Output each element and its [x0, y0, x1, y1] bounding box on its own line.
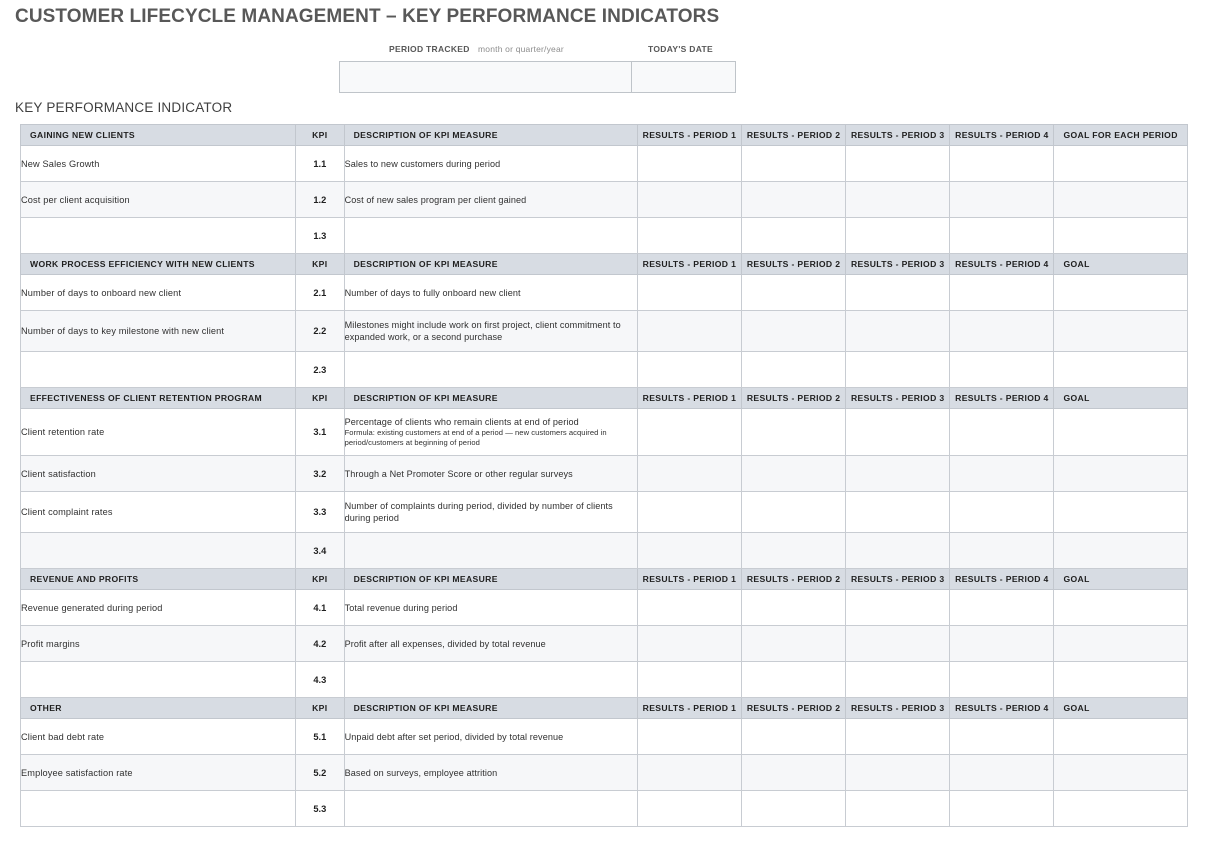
section-heading-kpi: KEY PERFORMANCE INDICATOR	[15, 100, 233, 115]
period-tracked-input[interactable]	[340, 62, 632, 92]
kpi-number-cell: 1.1	[296, 146, 345, 182]
kpi-description-cell[interactable]	[344, 182, 637, 218]
kpi-table-row	[21, 146, 1188, 182]
period-tracked-label: PERIOD TRACKED	[389, 44, 470, 54]
group-result-header-cell-3-label: RESULTS - PERIOD 3	[850, 574, 945, 584]
group-title-cell	[21, 125, 296, 146]
kpi-result-cell-period-2[interactable]	[742, 146, 846, 182]
group-title-cell-label: GAINING NEW CLIENTS	[30, 130, 135, 140]
group-kpi-header-cell-label: KPI	[312, 259, 328, 269]
group-desc-header-cell	[344, 388, 637, 409]
group-result-header-cell-3	[846, 698, 950, 719]
group-result-header-cell-1	[637, 254, 741, 275]
group-kpi-header-cell	[296, 698, 345, 719]
group-kpi-header-cell	[296, 254, 345, 275]
kpi-result-cell-period-2[interactable]	[742, 791, 846, 827]
group-kpi-header-cell-label: KPI	[312, 393, 328, 403]
group-result-header-cell-1-label: RESULTS - PERIOD 1	[642, 574, 737, 584]
group-result-header-cell-4	[950, 698, 1054, 719]
kpi-goal-cell[interactable]	[1054, 533, 1188, 569]
group-result-header-cell-4-label: RESULTS - PERIOD 4	[955, 574, 1049, 584]
kpi-result-cell-period-3[interactable]	[846, 590, 950, 626]
group-result-header-cell-4-label: RESULTS - PERIOD 4	[955, 130, 1049, 140]
kpi-result-cell-period-2[interactable]	[742, 662, 846, 698]
group-result-header-cell-2-label: RESULTS - PERIOD 2	[746, 393, 841, 403]
group-desc-header-cell	[344, 125, 637, 146]
kpi-number-cell: 1.3	[296, 218, 345, 254]
group-result-header-cell-2	[742, 254, 846, 275]
kpi-table	[20, 124, 1188, 827]
kpi-number-cell: 5.2	[296, 755, 345, 791]
group-result-header-cell-1-label: RESULTS - PERIOD 1	[642, 703, 737, 713]
kpi-table-row	[21, 590, 1188, 626]
kpi-description-main: Percentage of clients who remain clients at end of period	[344, 416, 579, 427]
kpi-name-cell[interactable]	[21, 662, 296, 698]
kpi-result-cell-period-3[interactable]	[846, 456, 950, 492]
kpi-result-cell-period-3[interactable]	[846, 218, 950, 254]
kpi-table-row	[21, 755, 1188, 791]
kpi-result-cell-period-1[interactable]	[637, 492, 741, 533]
group-title-cell-label: EFFECTIVENESS OF CLIENT RETENTION PROGRAM	[30, 393, 263, 403]
kpi-description-cell[interactable]	[344, 626, 637, 662]
kpi-table-row	[21, 791, 1188, 827]
kpi-group-header-row	[21, 125, 1188, 146]
kpi-description-main: Sales to new customers during period	[344, 158, 501, 169]
kpi-number-cell: 2.1	[296, 275, 345, 311]
kpi-goal-cell[interactable]	[1054, 755, 1188, 791]
kpi-description-cell[interactable]	[344, 218, 637, 254]
kpi-result-cell-period-4[interactable]	[950, 218, 1054, 254]
kpi-table-row	[21, 492, 1188, 533]
kpi-number-cell: 3.2	[296, 456, 345, 492]
kpi-result-cell-period-2[interactable]	[742, 719, 846, 755]
kpi-description-cell[interactable]	[344, 311, 637, 352]
group-result-header-cell-4	[950, 125, 1054, 146]
kpi-name-cell[interactable]: New Sales Growth	[21, 146, 296, 182]
kpi-result-cell-period-4[interactable]	[950, 662, 1054, 698]
kpi-name-cell[interactable]: Client retention rate	[21, 409, 296, 456]
kpi-result-cell-period-1[interactable]	[637, 218, 741, 254]
kpi-result-cell-period-3[interactable]	[846, 146, 950, 182]
kpi-description-main: Based on surveys, employee attrition	[344, 767, 498, 778]
group-result-header-cell-1	[637, 698, 741, 719]
kpi-result-cell-period-4[interactable]	[950, 791, 1054, 827]
kpi-description-cell[interactable]	[344, 352, 637, 388]
kpi-name-cell[interactable]	[21, 218, 296, 254]
group-result-header-cell-2	[742, 698, 846, 719]
kpi-result-cell-period-2[interactable]	[742, 275, 846, 311]
group-goal-header-cell-label: GOAL	[1063, 703, 1090, 713]
kpi-goal-cell[interactable]	[1054, 719, 1188, 755]
kpi-description-cell[interactable]	[344, 755, 637, 791]
group-desc-header-cell	[344, 698, 637, 719]
group-goal-header-cell	[1054, 569, 1188, 590]
kpi-description-main: Cost of new sales program per client gained	[344, 194, 527, 205]
kpi-result-cell-period-4[interactable]	[950, 311, 1054, 352]
kpi-result-cell-period-1[interactable]	[637, 755, 741, 791]
group-kpi-header-cell-label: KPI	[312, 703, 328, 713]
group-desc-header-cell-label: DESCRIPTION OF KPI MEASURE	[353, 259, 498, 269]
group-desc-header-cell	[344, 254, 637, 275]
kpi-result-cell-period-3[interactable]	[846, 662, 950, 698]
kpi-result-cell-period-3[interactable]	[846, 533, 950, 569]
kpi-result-cell-period-1[interactable]	[637, 182, 741, 218]
kpi-number-cell: 1.2	[296, 182, 345, 218]
kpi-name-cell[interactable]	[21, 352, 296, 388]
group-result-header-cell-2	[742, 569, 846, 590]
kpi-name-cell[interactable]: Client bad debt rate	[21, 719, 296, 755]
group-goal-header-cell	[1054, 388, 1188, 409]
group-title-cell	[21, 569, 296, 590]
kpi-result-cell-period-3[interactable]	[846, 791, 950, 827]
kpi-number-cell: 2.2	[296, 311, 345, 352]
kpi-result-cell-period-2[interactable]	[742, 409, 846, 456]
group-desc-header-cell-label: DESCRIPTION OF KPI MEASURE	[353, 393, 498, 403]
kpi-result-cell-period-1[interactable]	[637, 719, 741, 755]
kpi-result-cell-period-1[interactable]	[637, 311, 741, 352]
group-result-header-cell-4-label: RESULTS - PERIOD 4	[955, 703, 1049, 713]
period-tracked-block	[339, 44, 736, 93]
group-result-header-cell-1	[637, 125, 741, 146]
kpi-description-cell[interactable]	[344, 662, 637, 698]
period-input-boxes	[339, 61, 736, 93]
kpi-result-cell-period-3[interactable]	[846, 275, 950, 311]
group-title-cell	[21, 254, 296, 275]
kpi-number-cell: 4.2	[296, 626, 345, 662]
kpi-result-cell-period-3[interactable]	[846, 755, 950, 791]
kpi-result-cell-period-3[interactable]	[846, 352, 950, 388]
kpi-name-cell[interactable]	[21, 533, 296, 569]
kpi-number-cell: 4.1	[296, 590, 345, 626]
group-result-header-cell-4	[950, 388, 1054, 409]
group-result-header-cell-1-label: RESULTS - PERIOD 1	[642, 393, 737, 403]
kpi-result-cell-period-2[interactable]	[742, 533, 846, 569]
kpi-result-cell-period-3[interactable]	[846, 626, 950, 662]
kpi-result-cell-period-4[interactable]	[950, 755, 1054, 791]
page-title: CUSTOMER LIFECYCLE MANAGEMENT – KEY PERFORMANCE INDICATORS	[15, 6, 720, 27]
group-kpi-header-cell	[296, 125, 345, 146]
kpi-name-cell[interactable]: Client satisfaction	[21, 456, 296, 492]
kpi-goal-cell[interactable]	[1054, 626, 1188, 662]
group-title-cell-label: WORK PROCESS EFFICIENCY WITH NEW CLIENTS	[30, 259, 255, 269]
group-result-header-cell-4	[950, 569, 1054, 590]
group-kpi-header-cell	[296, 569, 345, 590]
kpi-result-cell-period-4[interactable]	[950, 626, 1054, 662]
kpi-description-formula: Formula: existing customers at end of a period — new customers acquired in period/customers at beginning of period	[344, 427, 607, 447]
group-kpi-header-cell-label: KPI	[312, 574, 328, 584]
kpi-table-row	[21, 275, 1188, 311]
group-result-header-cell-3-label: RESULTS - PERIOD 3	[850, 393, 945, 403]
kpi-result-cell-period-2[interactable]	[742, 456, 846, 492]
kpi-goal-cell[interactable]	[1054, 409, 1188, 456]
kpi-goal-cell[interactable]	[1054, 146, 1188, 182]
kpi-goal-cell[interactable]	[1054, 456, 1188, 492]
kpi-description-main: Through a Net Promoter Score or other regular surveys	[344, 468, 573, 479]
kpi-result-cell-period-3[interactable]	[846, 719, 950, 755]
kpi-description-main: Unpaid debt after set period, divided by total revenue	[344, 731, 564, 742]
kpi-number-cell: 3.3	[296, 492, 345, 533]
kpi-goal-cell[interactable]	[1054, 662, 1188, 698]
kpi-group-header-row	[21, 569, 1188, 590]
group-result-header-cell-3-label: RESULTS - PERIOD 3	[850, 259, 945, 269]
kpi-table-row	[21, 719, 1188, 755]
group-kpi-header-cell-label: KPI	[312, 130, 328, 140]
kpi-description-cell[interactable]	[344, 719, 637, 755]
kpi-result-cell-period-4[interactable]	[950, 182, 1054, 218]
kpi-description-cell[interactable]	[344, 791, 637, 827]
group-result-header-cell-2-label: RESULTS - PERIOD 2	[746, 574, 841, 584]
kpi-name-cell[interactable]: Profit margins	[21, 626, 296, 662]
kpi-description-main: Number of complaints during period, divided by number of clients during period	[344, 501, 613, 523]
kpi-goal-cell[interactable]	[1054, 311, 1188, 352]
kpi-result-cell-period-4[interactable]	[950, 492, 1054, 533]
kpi-result-cell-period-2[interactable]	[742, 182, 846, 218]
group-result-header-cell-1	[637, 388, 741, 409]
group-result-header-cell-1-label: RESULTS - PERIOD 1	[642, 259, 737, 269]
kpi-result-cell-period-1[interactable]	[637, 352, 741, 388]
kpi-name-cell[interactable]: Revenue generated during period	[21, 590, 296, 626]
kpi-number-cell: 4.3	[296, 662, 345, 698]
group-title-cell	[21, 388, 296, 409]
kpi-result-cell-period-3[interactable]	[846, 182, 950, 218]
kpi-result-cell-period-1[interactable]	[637, 275, 741, 311]
kpi-result-cell-period-4[interactable]	[950, 456, 1054, 492]
kpi-table-row	[21, 409, 1188, 456]
period-labels	[339, 44, 736, 58]
group-result-header-cell-3	[846, 125, 950, 146]
kpi-result-cell-period-1[interactable]	[637, 456, 741, 492]
kpi-table-row	[21, 533, 1188, 569]
kpi-result-cell-period-1[interactable]	[637, 146, 741, 182]
group-result-header-cell-3-label: RESULTS - PERIOD 3	[850, 703, 945, 713]
kpi-result-cell-period-1[interactable]	[637, 791, 741, 827]
kpi-name-cell[interactable]: Client complaint rates	[21, 492, 296, 533]
kpi-description-cell[interactable]	[344, 409, 637, 456]
kpi-name-cell[interactable]: Employee satisfaction rate	[21, 755, 296, 791]
group-kpi-header-cell	[296, 388, 345, 409]
kpi-goal-cell[interactable]	[1054, 275, 1188, 311]
group-result-header-cell-1	[637, 569, 741, 590]
kpi-result-cell-period-2[interactable]	[742, 626, 846, 662]
group-title-cell-label: OTHER	[30, 703, 62, 713]
kpi-description-main: Total revenue during period	[344, 602, 458, 613]
group-goal-header-cell	[1054, 254, 1188, 275]
kpi-description-main: Profit after all expenses, divided by total revenue	[344, 638, 546, 649]
kpi-goal-cell[interactable]	[1054, 352, 1188, 388]
kpi-goal-cell[interactable]	[1054, 218, 1188, 254]
kpi-number-cell: 5.1	[296, 719, 345, 755]
group-result-header-cell-2	[742, 125, 846, 146]
kpi-table-container	[20, 124, 1188, 827]
kpi-number-cell: 3.1	[296, 409, 345, 456]
group-desc-header-cell	[344, 569, 637, 590]
kpi-result-cell-period-4[interactable]	[950, 719, 1054, 755]
kpi-name-cell[interactable]: Number of days to key milestone with new client	[21, 311, 296, 352]
group-desc-header-cell-label: DESCRIPTION OF KPI MEASURE	[353, 130, 498, 140]
kpi-goal-cell[interactable]	[1054, 791, 1188, 827]
group-result-header-cell-4-label: RESULTS - PERIOD 4	[955, 259, 1049, 269]
kpi-number-cell: 3.4	[296, 533, 345, 569]
group-result-header-cell-4	[950, 254, 1054, 275]
kpi-name-cell[interactable]: Number of days to onboard new client	[21, 275, 296, 311]
group-goal-header-cell-label: GOAL FOR EACH PERIOD	[1063, 130, 1178, 140]
group-title-cell-label: REVENUE AND PROFITS	[30, 574, 139, 584]
group-result-header-cell-2-label: RESULTS - PERIOD 2	[746, 703, 841, 713]
kpi-result-cell-period-2[interactable]	[742, 492, 846, 533]
kpi-description-cell[interactable]	[344, 533, 637, 569]
kpi-result-cell-period-1[interactable]	[637, 662, 741, 698]
todays-date-label: TODAY'S DATE	[648, 44, 713, 54]
group-title-cell	[21, 698, 296, 719]
kpi-table-body	[21, 125, 1188, 827]
kpi-description-main: Milestones might include work on first project, client commitment to expanded work, or a second purchase	[344, 320, 621, 342]
kpi-description-main: Number of days to fully onboard new client	[344, 287, 521, 298]
group-result-header-cell-3	[846, 388, 950, 409]
kpi-result-cell-period-3[interactable]	[846, 409, 950, 456]
kpi-description-cell[interactable]	[344, 146, 637, 182]
group-result-header-cell-3	[846, 254, 950, 275]
kpi-result-cell-period-2[interactable]	[742, 218, 846, 254]
kpi-goal-cell[interactable]	[1054, 590, 1188, 626]
kpi-description-cell[interactable]	[344, 275, 637, 311]
group-goal-header-cell	[1054, 698, 1188, 719]
kpi-result-cell-period-3[interactable]	[846, 311, 950, 352]
kpi-result-cell-period-4[interactable]	[950, 590, 1054, 626]
kpi-group-header-row	[21, 254, 1188, 275]
group-result-header-cell-1-label: RESULTS - PERIOD 1	[642, 130, 737, 140]
kpi-name-cell[interactable]: Cost per client acquisition	[21, 182, 296, 218]
kpi-table-row	[21, 456, 1188, 492]
kpi-result-cell-period-4[interactable]	[950, 275, 1054, 311]
kpi-result-cell-period-3[interactable]	[846, 492, 950, 533]
kpi-result-cell-period-2[interactable]	[742, 590, 846, 626]
kpi-number-cell: 5.3	[296, 791, 345, 827]
group-result-header-cell-3	[846, 569, 950, 590]
group-result-header-cell-2-label: RESULTS - PERIOD 2	[746, 259, 841, 269]
kpi-description-cell[interactable]	[344, 492, 637, 533]
kpi-table-row	[21, 626, 1188, 662]
group-goal-header-cell-label: GOAL	[1063, 393, 1090, 403]
kpi-result-cell-period-4[interactable]	[950, 146, 1054, 182]
kpi-result-cell-period-2[interactable]	[742, 311, 846, 352]
kpi-goal-cell[interactable]	[1054, 492, 1188, 533]
group-goal-header-cell-label: GOAL	[1063, 574, 1090, 584]
kpi-table-row	[21, 352, 1188, 388]
group-result-header-cell-2	[742, 388, 846, 409]
group-result-header-cell-3-label: RESULTS - PERIOD 3	[850, 130, 945, 140]
kpi-result-cell-period-1[interactable]	[637, 626, 741, 662]
group-goal-header-cell-label: GOAL	[1063, 259, 1090, 269]
group-desc-header-cell-label: DESCRIPTION OF KPI MEASURE	[353, 703, 498, 713]
kpi-result-cell-period-4[interactable]	[950, 409, 1054, 456]
kpi-name-cell[interactable]	[21, 791, 296, 827]
kpi-group-header-row	[21, 698, 1188, 719]
kpi-description-cell[interactable]	[344, 590, 637, 626]
todays-date-input[interactable]	[632, 62, 735, 92]
kpi-description-cell[interactable]	[344, 456, 637, 492]
kpi-table-row	[21, 311, 1188, 352]
kpi-number-cell: 2.3	[296, 352, 345, 388]
kpi-result-cell-period-1[interactable]	[637, 533, 741, 569]
kpi-result-cell-period-1[interactable]	[637, 409, 741, 456]
group-desc-header-cell-label: DESCRIPTION OF KPI MEASURE	[353, 574, 498, 584]
kpi-table-row	[21, 182, 1188, 218]
kpi-table-row	[21, 662, 1188, 698]
period-tracked-hint: month or quarter/year	[478, 44, 564, 54]
kpi-result-cell-period-4[interactable]	[950, 533, 1054, 569]
group-result-header-cell-4-label: RESULTS - PERIOD 4	[955, 393, 1049, 403]
kpi-group-header-row	[21, 388, 1188, 409]
kpi-result-cell-period-2[interactable]	[742, 352, 846, 388]
kpi-result-cell-period-2[interactable]	[742, 755, 846, 791]
group-goal-header-cell	[1054, 125, 1188, 146]
kpi-result-cell-period-4[interactable]	[950, 352, 1054, 388]
kpi-table-row	[21, 218, 1188, 254]
kpi-result-cell-period-1[interactable]	[637, 590, 741, 626]
kpi-goal-cell[interactable]	[1054, 182, 1188, 218]
group-result-header-cell-2-label: RESULTS - PERIOD 2	[746, 130, 841, 140]
